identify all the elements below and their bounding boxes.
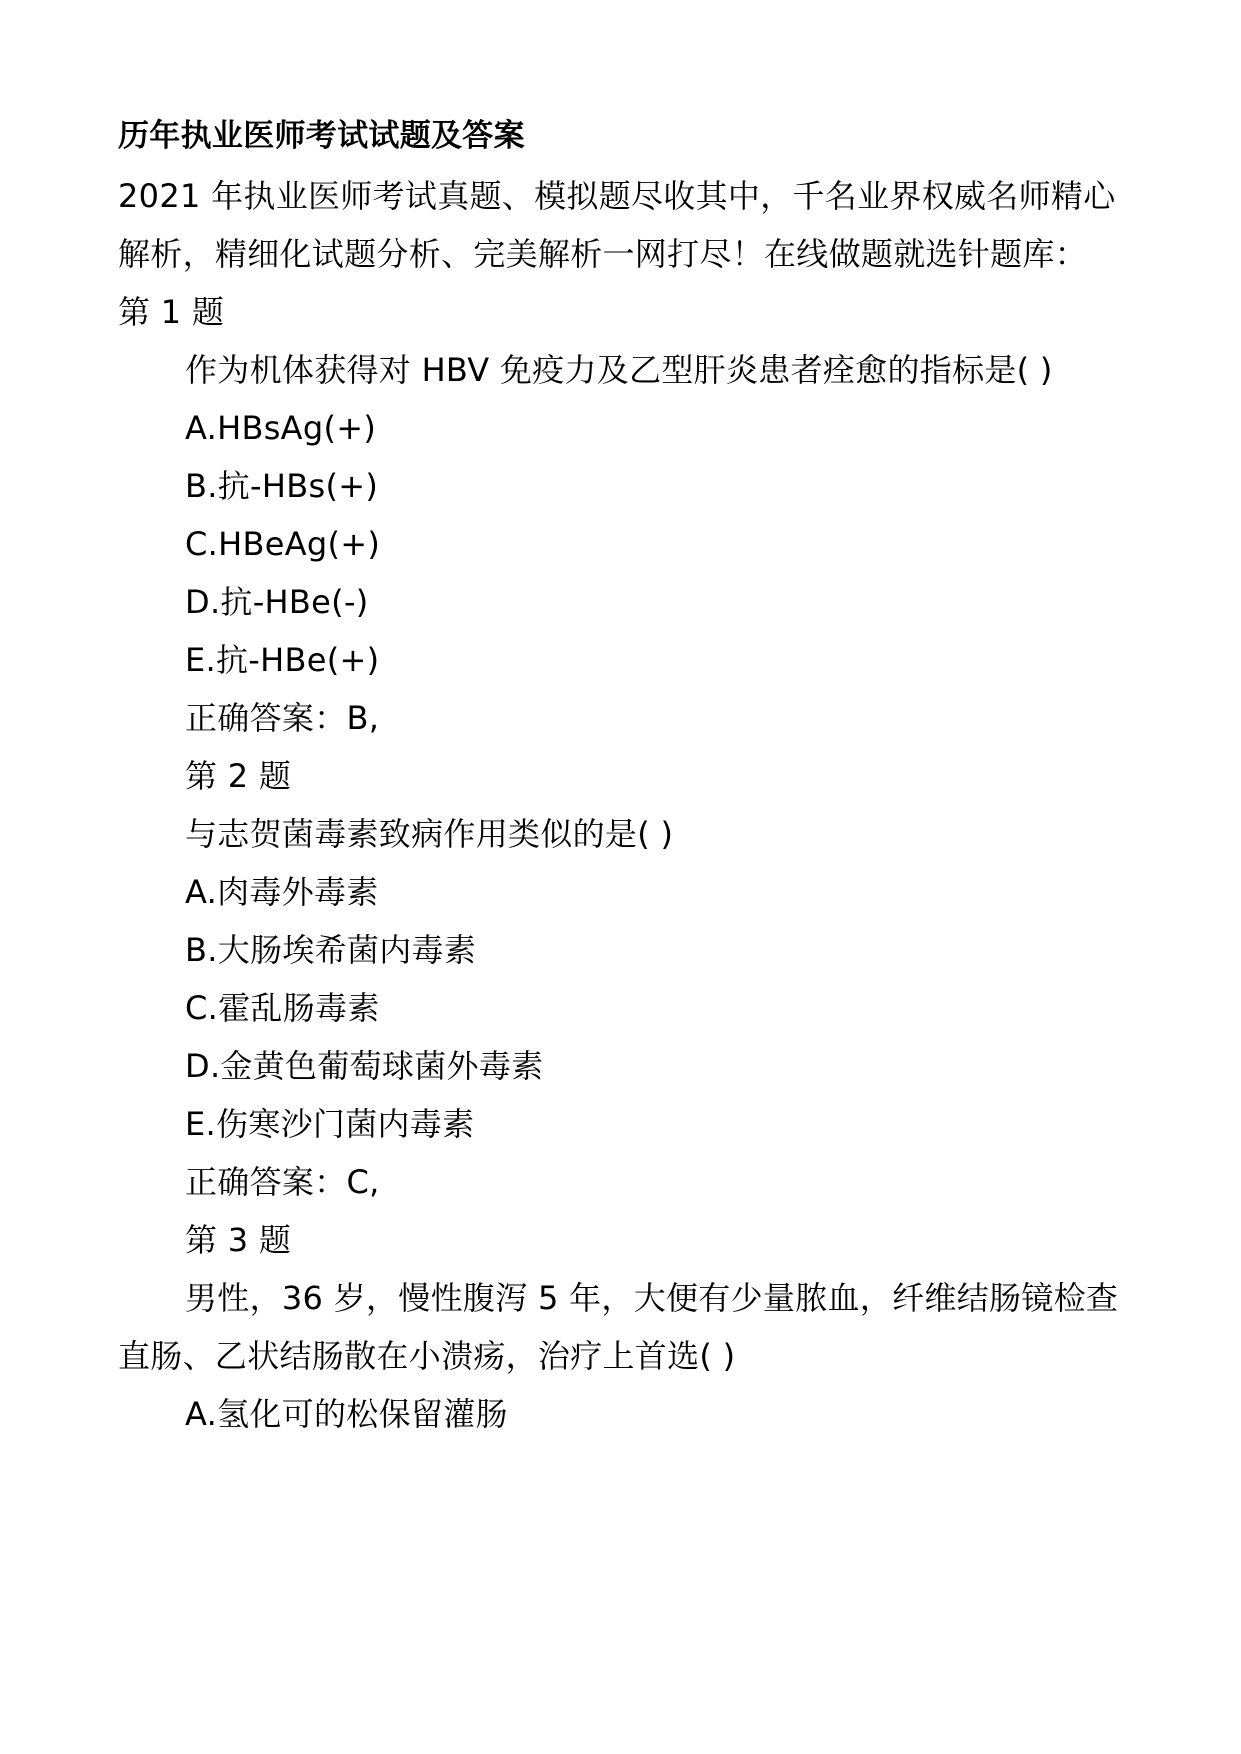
question-2-heading: 第 2 题 <box>185 757 292 795</box>
question-1-option-c: C.HBeAg(+) <box>185 525 381 563</box>
intro-line-1: 2021 年执业医师考试真题、模拟题尽收其中，千名业界权威名师精心 <box>118 177 1116 215</box>
question-1-option-b: B.抗-HBs(+) <box>185 467 379 505</box>
question-3-heading: 第 3 题 <box>185 1221 292 1259</box>
question-1-stem: 作为机体获得对 HBV 免疫力及乙型肝炎患者痊愈的指标是( ) <box>185 351 1053 389</box>
question-2-option-b: B.大肠埃希菌内毒素 <box>185 931 477 969</box>
question-3-option-a: A.氢化可的松保留灌肠 <box>185 1395 508 1433</box>
question-1-heading: 第 1 题 <box>118 293 225 331</box>
question-2-option-a: A.肉毒外毒素 <box>185 873 379 911</box>
question-1-answer: 正确答案：B, <box>185 699 380 737</box>
question-1-option-e: E.抗-HBe(+) <box>185 641 380 679</box>
question-1-option-a: A.HBsAg(+) <box>185 409 377 447</box>
document-title: 历年执业医师考试试题及答案 <box>118 118 525 154</box>
question-2-stem: 与志贺菌毒素致病作用类似的是( ) <box>185 815 674 853</box>
question-3-stem-line-1: 男性，36 岁，慢性腹泻 5 年，大便有少量脓血，纤维结肠镜检查 <box>185 1279 1119 1317</box>
question-3-stem-line-2: 直肠、乙状结肠散在小溃疡，治疗上首选( ) <box>118 1337 736 1375</box>
question-2-answer: 正确答案：C, <box>185 1163 380 1201</box>
intro-line-2: 解析，精细化试题分析、完美解析一网打尽！在线做题就选针题库： <box>118 235 1088 273</box>
question-2-option-d: D.金黄色葡萄球菌外毒素 <box>185 1047 544 1085</box>
question-2-option-c: C.霍乱肠毒素 <box>185 989 380 1027</box>
question-1-option-d: D.抗-HBe(-) <box>185 583 369 621</box>
question-2-option-e: E.伤寒沙门菌内毒素 <box>185 1105 475 1143</box>
